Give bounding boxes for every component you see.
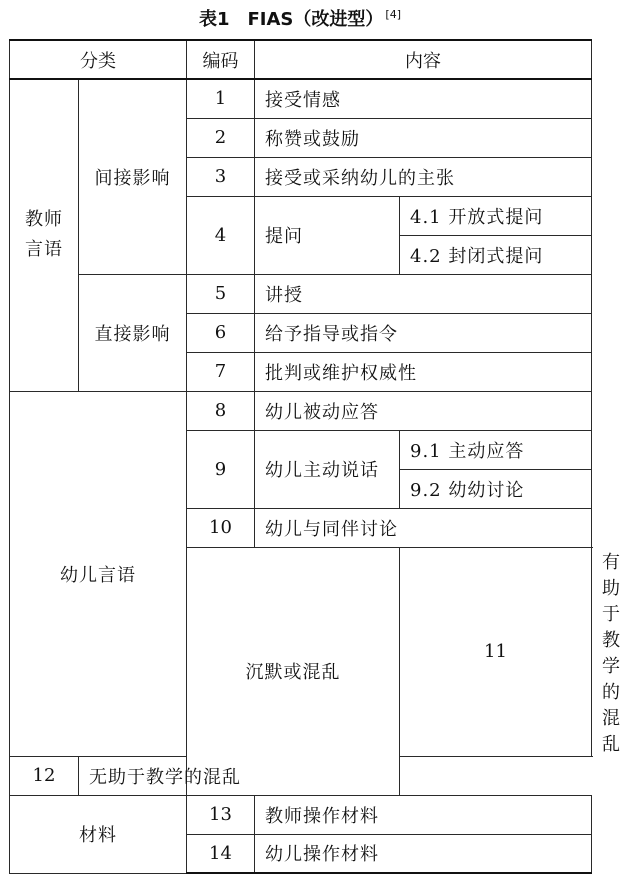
content-cell: 讲授 — [255, 274, 592, 313]
code-cell: 4 — [187, 196, 255, 274]
table-row — [10, 795, 592, 834]
content-cell: 无助于教学的混乱 — [79, 756, 255, 795]
group-child-speech: 幼儿言语 — [10, 391, 187, 756]
header-category: 分类 — [10, 40, 187, 79]
code-cell: 1 — [187, 79, 255, 118]
table-row: 沉默或混乱 11 有助于教学的混乱 — [10, 547, 592, 756]
group-teacher-speech — [10, 79, 79, 391]
group-direct-influence: 直接影响 — [79, 274, 187, 391]
code-cell: 5 — [187, 274, 255, 313]
header-content: 内容 — [255, 40, 592, 79]
sub-content-cell: 9.2 幼幼讨论 — [400, 469, 592, 508]
content-cell: 幼儿与同伴讨论 — [255, 508, 592, 547]
code-cell: 8 — [187, 391, 255, 430]
table-row — [10, 274, 592, 313]
content-cell: 教师操作材料 — [255, 795, 592, 834]
group-silence-confusion: 沉默或混乱 — [187, 547, 400, 795]
code-cell: 3 — [187, 157, 255, 196]
reference-mark: [4] — [385, 8, 401, 21]
table-row — [10, 391, 592, 430]
code-cell: 13 — [187, 795, 255, 834]
code-cell: 9 — [187, 430, 255, 508]
code-cell: 11 — [400, 547, 592, 756]
content-cell: 幼儿主动说话 — [255, 430, 400, 508]
code-cell: 2 — [187, 118, 255, 157]
group-teacher-label: 教师 言语 — [25, 209, 63, 261]
code-cell: 10 — [187, 508, 255, 547]
sub-content-cell: 9.1 主动应答 — [400, 430, 592, 469]
content-cell: 称赞或鼓励 — [255, 118, 592, 157]
content-cell: 给予指导或指令 — [255, 313, 592, 352]
code-cell: 6 — [187, 313, 255, 352]
table-caption — [0, 0, 600, 34]
group-materials: 材料 — [10, 795, 187, 873]
sub-content-cell: 4.1 开放式提问 — [400, 196, 592, 235]
sub-content-cell: 4.2 封闭式提问 — [400, 235, 592, 274]
content-cell: 批判或维护权威性 — [255, 352, 592, 391]
table-title: 表1 FIAS（改进型） — [198, 9, 384, 30]
content-cell: 提问 — [255, 196, 400, 274]
content-cell: 幼儿被动应答 — [255, 391, 592, 430]
code-cell: 7 — [187, 352, 255, 391]
table-row — [10, 79, 592, 118]
fias-table — [9, 39, 621, 874]
header-row — [10, 40, 592, 79]
content-cell: 接受或采纳幼儿的主张 — [255, 157, 592, 196]
group-indirect-influence: 间接影响 — [79, 79, 187, 274]
content-cell: 接受情感 — [255, 79, 592, 118]
code-cell: 12 — [10, 756, 79, 795]
content-cell: 幼儿操作材料 — [255, 834, 592, 873]
code-cell: 14 — [187, 834, 255, 873]
header-code: 编码 — [187, 40, 255, 79]
